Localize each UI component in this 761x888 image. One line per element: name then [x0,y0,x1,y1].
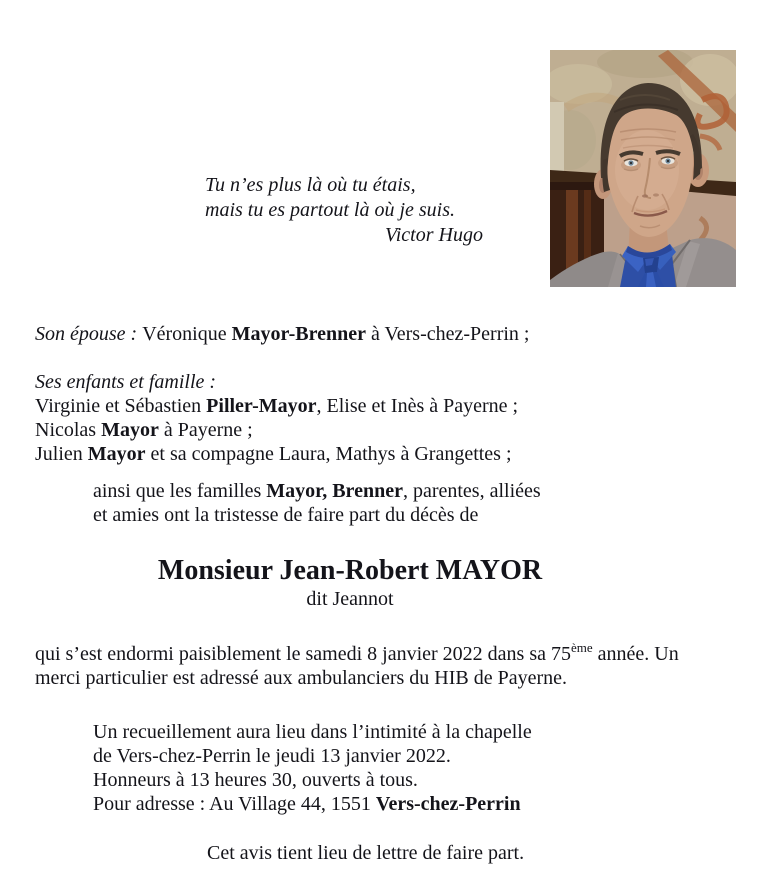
ceremony-block [93,720,532,816]
child-1-surname: Piller-Mayor [206,395,317,417]
portrait-photo [550,50,736,287]
spouse-label: Son épouse : [35,323,143,345]
child-3-post: et sa compagne Laura, Mathys à Grangettes ; [145,443,512,465]
ceremony-line-3: Honneurs à 13 heures 30, ouverts à tous. [93,769,418,791]
child-2-surname: Mayor [101,419,159,441]
quote-author: Victor Hugo [385,224,483,246]
death-notice-pre: qui s’est endormi paisiblement le samedi 8 janvier 2022 dans sa 75 [35,643,571,665]
closing-line: Cet avis tient lieu de lettre de faire part. [207,842,525,864]
deceased-nickname: dit Jeannot [306,588,394,610]
death-notice-block [35,642,679,690]
death-notice-line-1 [35,642,679,666]
announcement-post: , parentes, alliées [402,480,541,502]
child-2-post: à Payerne ; [158,419,253,441]
ceremony-line-2: de Vers-chez-Perrin le jeudi 13 janvier 2022. [93,745,451,767]
children-heading: Ses enfants et famille : [35,371,217,393]
children-block [35,370,518,466]
child-1-post: , Elise et Inès à Payerne ; [316,395,519,417]
quote-block [205,173,483,248]
announcement-line-2: et amies ont la tristesse de faire part du décès de [93,504,479,526]
deceased-block [35,554,665,611]
announcement-line-1 [93,479,541,503]
spouse-firstname: Véronique [142,323,232,345]
portrait-photo-illustration [550,50,736,287]
ceremony-line-1: Un recueillement aura lieu dans l’intimité à la chapelle [93,721,532,743]
child-3-surname: Mayor [87,443,146,465]
child-3-pre: Julien [35,443,88,465]
death-notice-line-2: merci particulier est adressé aux ambulanciers du HIB de Payerne. [35,667,568,689]
spouse-surname: Mayor-Brenner [231,323,367,345]
child-line-1 [35,394,518,418]
spouse-line [35,322,529,346]
spouse-residence: à Vers-chez-Perrin ; [366,323,530,345]
child-2-pre: Nicolas [35,419,102,441]
child-line-3 [35,442,518,466]
announcement-families: Mayor, Brenner [266,480,403,502]
death-notice-ordinal-suffix: ème [571,640,593,655]
death-notice-post: année. Un [592,643,679,665]
deceased-name: Monsieur Jean-Robert MAYOR [157,555,543,586]
ceremony-line-4 [93,792,532,816]
announcement-block [93,479,541,527]
quote-line-2: mais tu es partout là où je suis. [205,199,456,221]
child-1-pre: Virginie et Sébastien [35,395,207,417]
quote-line-1: Tu n’es plus là où tu étais, [205,174,416,196]
ceremony-address-locality: Vers-chez-Perrin [375,793,521,815]
announcement-pre: ainsi que les familles [93,480,267,502]
child-line-2 [35,418,518,442]
ceremony-address-pre: Pour adresse : Au Village 44, 1551 [93,793,376,815]
